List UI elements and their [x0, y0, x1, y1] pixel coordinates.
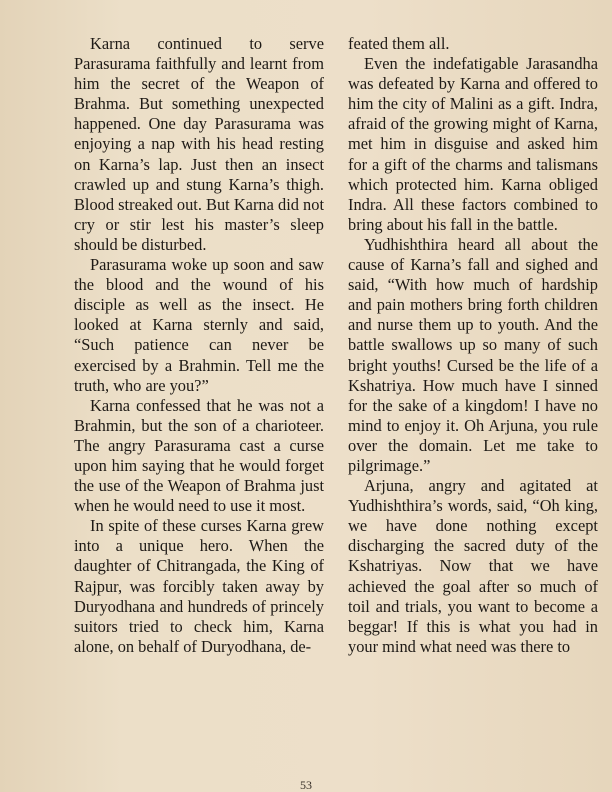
paragraph-continuation: feated them all.	[348, 34, 450, 53]
page-number: 53	[300, 778, 312, 792]
paragraph-parasurama-wakes: Parasurama woke up soon and saw the blood and the wound of his disciple as well as the insect. He looked at Karna sternly and said, “Such patience can never be exercised by a Brahmin. Tell me the truth, who are you?”	[74, 255, 324, 395]
left-text-column	[74, 34, 324, 657]
paragraph-yudhishthira-laments: Yudhishthira heard all about the cause of Karna’s fall and sighed and said, “With how much of hardship and pain mothers bring forth children and nurse them up to youth. And the battle swallows up so many of such bright youths! Cursed be the life of a Kshatriya. How much have I sinned for the sake of a kingdom! I have no mind to enjoy it. Oh Arjuna, you rule over the domain. Let me take to pilgrimage.”	[348, 234, 598, 475]
paragraph-jarasandha-defeated: Even the indefatigable Jarasandha was defeated by Karna and offered to him the city of Malini as a gift. Indra, afraid of the growing might of Karna, met him in disguise and asked him for a gift of the charms and talismans which protected him. Karna obliged Indra. All these factors combined to bring about his fall in the battle.	[348, 54, 598, 234]
paragraph-arjuna-replies: Arjuna, angry and agitated at Yudhishthira’s words, said, “Oh king, we have done nothing except discharging the sacred duty of the Kshatriyas. Now that we have achieved the goal after so much of toil and trials, you want to become a beggar! If this is what you had in your mind what need was there to	[348, 476, 598, 656]
paragraph-karna-confesses: Karna confessed that he was not a Brahmin, but the son of a charioteer. The angry Parasurama cast a curse upon him saying that he would forget the use of the Weapon of Brahma just when he would need to use it most.	[74, 395, 324, 516]
paragraph-karna-serves-parasurama: Karna continued to serve Parasurama faithfully and learnt from him the secret of the Weapon of Brahma. But something unexpected happened. One day Parasurama was enjoying a nap with his head resting on Karna’s lap. Just then an insect crawled up and stung Karna’s thigh. Blood streaked out. But Karna did not cry or stir lest his master’s sleep should be disturbed.	[74, 34, 324, 254]
paragraph-karna-unique-hero: In spite of these curses Karna grew into a unique hero. When the daughter of Chitrangada, the King of Rajpur, was forcibly taken away by Duryodhana and hundreds of princely suitors tried to check him, Karna alone, on behalf of Duryodhana, de-	[74, 516, 324, 656]
right-text-column	[348, 34, 598, 657]
